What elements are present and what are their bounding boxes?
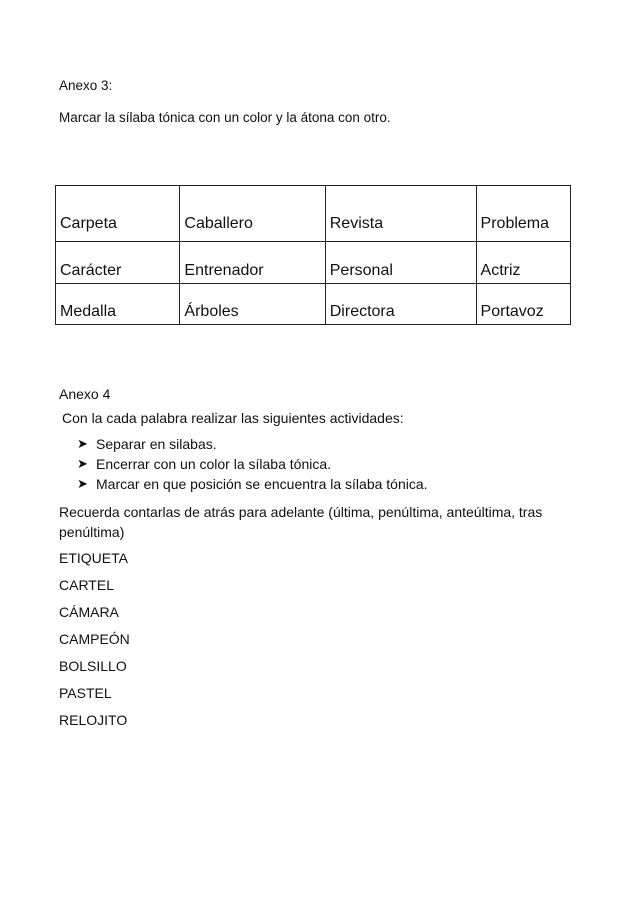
arrow-bullet-icon: ➤ [77,436,88,451]
table-cell: Entrenador [180,242,325,284]
table-cell: Personal [325,242,476,284]
table-cell: Carpeta [56,186,180,242]
table-row [56,186,571,242]
list-item-text: Marcar en que posición se encuentra la sílaba tónica. [96,476,428,492]
list-item: RELOJITO [59,712,128,728]
table-cell: Árboles [180,284,325,325]
annex3-instruction: Marcar la sílaba tónica con un color y la átona con otro. [59,110,391,125]
annex4-title: Anexo 4 [59,386,111,402]
list-item: BOLSILLO [59,658,127,674]
list-item: CAMPEÓN [59,631,130,647]
arrow-bullet-icon: ➤ [77,476,88,491]
table-cell: Directora [325,284,476,325]
table-cell: Problema [476,186,570,242]
list-item: CARTEL [59,577,114,593]
activity-list [77,434,428,494]
list-item-text: Encerrar con un color la sílaba tónica. [96,456,332,472]
list-item [77,474,428,494]
arrow-bullet-icon: ➤ [77,456,88,471]
annex4-instruction: Con la cada palabra realizar las siguientes actividades: [62,410,404,426]
list-item: PASTEL [59,685,112,701]
annex3-title: Anexo 3: [59,78,113,93]
table-cell: Revista [325,186,476,242]
list-item: CÁMARA [59,604,119,620]
table-cell: Portavoz [476,284,570,325]
table-row [56,242,571,284]
syllable-word-table [55,185,571,325]
list-item-text: Separar en silabas. [96,436,217,452]
reminder-text: Recuerda contarlas de atrás para adelante (última, penúltima, anteúltima, tras penúltima) [59,504,543,540]
table-cell: Caballero [180,186,325,242]
list-item: ETIQUETA [59,550,128,566]
table-row [56,284,571,325]
list-item [77,434,428,454]
word-list [59,545,130,734]
list-item [77,454,428,474]
table-cell: Carácter [56,242,180,284]
table-cell: Medalla [56,284,180,325]
table-cell: Actriz [476,242,570,284]
